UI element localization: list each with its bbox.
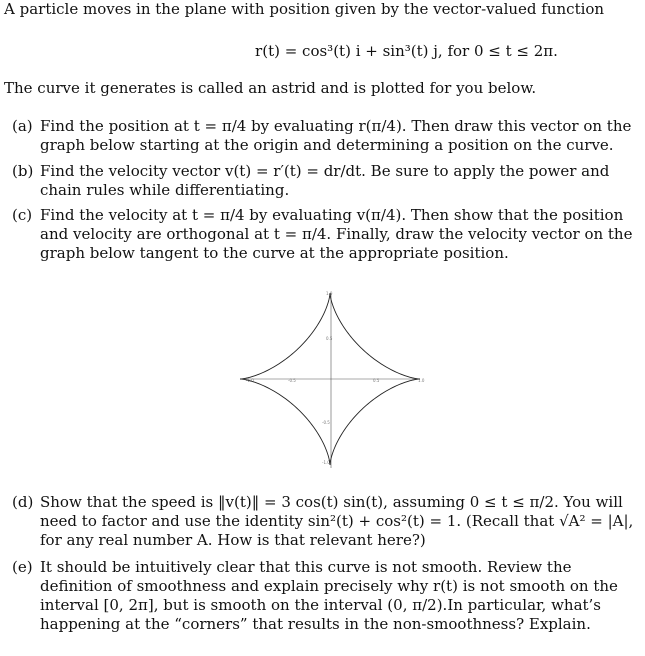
part-e [12,558,634,634]
curve-name-text: The curve it generates is called an astrid and is plotted for you below. [4,79,537,97]
x-tick-label: 1.0 [418,378,425,383]
equation-text: r(t) = cos³(t) i + sin³(t) j, for 0 ≤ t ≤ 2π. [255,42,558,60]
part-text: Find the position at t = π/4 by evaluating r(π/4). Then draw this vector on the graph below starting at the origin and determining a position on the curve. [40,117,632,154]
part-label: (a) [12,117,33,135]
part-b [12,162,634,200]
y-tick-label: 0.5 [326,336,333,341]
x-tick-label: 0.5 [373,378,380,383]
y-tick-label: -1.0 [322,460,330,465]
part-label: (b) [12,162,34,180]
part-text: Find the velocity at t = π/4 by evaluating v(π/4). Then show that the position and velocity are orthogonal at t = π/4. Finally, draw the velocity vector on the graph below tangent to the curve at the appropriate position. [40,206,633,262]
part-a [12,117,634,155]
part-text: Show that the speed is ‖v(t)‖ = 3 cos(t) sin(t), assuming 0 ≤ t ≤ π/2. You will need to factor and use the identity sin²(t) + cos²(t) = 1. (Recall that √A² = |A|, for any real number A. How is that relevant here?) [40,493,634,549]
part-label: (c) [12,206,33,224]
part-c [12,206,634,263]
part-d [12,493,634,550]
part-text: It should be intuitively clear that this curve is not smooth. Review the definition of smoothness and explain precisely why r(t) is not smooth on the interval [0, 2π], but is smooth on the interval (0, π/2).In particular, what’s happening at the “corners” that results in the non-smoothness? Explain. [40,558,618,633]
x-tick-label: -0.5 [288,378,296,383]
part-label: (e) [12,558,33,576]
part-label: (d) [12,493,34,511]
x-tick-label: -1.0 [246,378,254,383]
y-tick-label: -0.5 [322,420,330,425]
equation [0,42,645,61]
intro-text: A particle moves in the plane with position given by the vector-valued function [4,0,605,18]
part-text: Find the velocity vector v(t) = r′(t) = dr/dt. Be sure to apply the power and chain rules while differentiating. [40,162,610,199]
astroid-graph [230,288,430,468]
y-tick-label: 1.0 [326,291,333,296]
